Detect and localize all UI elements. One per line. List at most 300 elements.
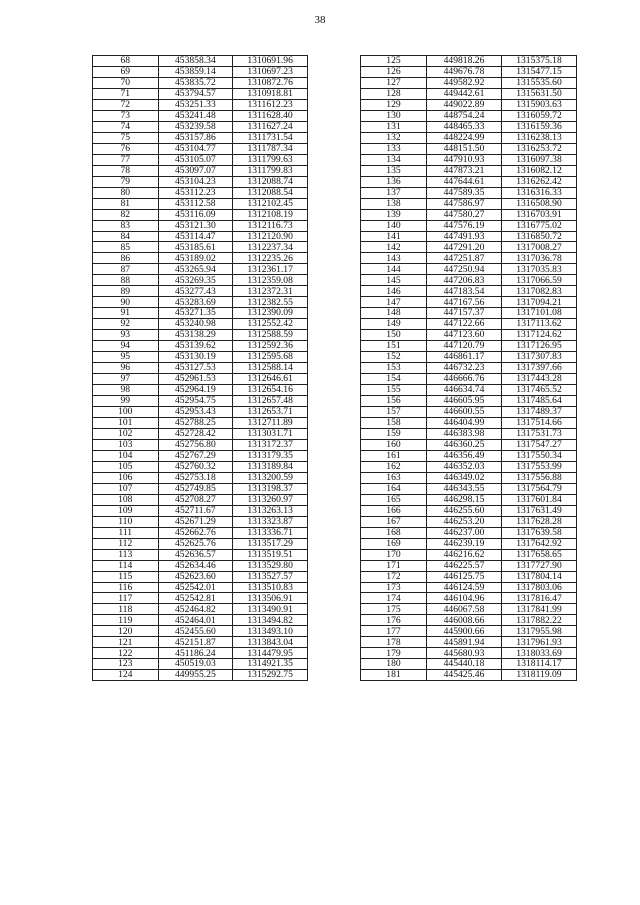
y-coordinate-cell: 1316097.38 bbox=[502, 154, 577, 165]
point-number-cell: 166 bbox=[361, 505, 427, 516]
x-coordinate-cell: 446008.66 bbox=[427, 615, 502, 626]
table-row bbox=[93, 374, 308, 385]
y-coordinate-cell: 1317882.22 bbox=[502, 615, 577, 626]
y-coordinate-cell: 1317841.99 bbox=[502, 604, 577, 615]
x-coordinate-cell: 448151.50 bbox=[427, 143, 502, 154]
point-number-cell: 176 bbox=[361, 615, 427, 626]
y-coordinate-cell: 1315292.75 bbox=[233, 670, 308, 681]
table-row bbox=[93, 88, 308, 99]
y-coordinate-cell: 1315375.18 bbox=[502, 56, 577, 67]
table-row bbox=[361, 615, 577, 626]
point-number-cell: 107 bbox=[93, 483, 159, 494]
x-coordinate-cell: 447122.66 bbox=[427, 319, 502, 330]
x-coordinate-cell: 446239.19 bbox=[427, 538, 502, 549]
table-row bbox=[93, 626, 308, 637]
point-number-cell: 110 bbox=[93, 516, 159, 527]
point-number-cell: 96 bbox=[93, 363, 159, 374]
table-row bbox=[93, 505, 308, 516]
x-coordinate-cell: 447580.27 bbox=[427, 209, 502, 220]
y-coordinate-cell: 1316775.02 bbox=[502, 220, 577, 231]
y-coordinate-cell: 1313200.59 bbox=[233, 472, 308, 483]
table-row bbox=[93, 363, 308, 374]
point-number-cell: 158 bbox=[361, 417, 427, 428]
point-number-cell: 104 bbox=[93, 450, 159, 461]
x-coordinate-cell: 447491.93 bbox=[427, 231, 502, 242]
point-number-cell: 97 bbox=[93, 374, 159, 385]
y-coordinate-cell: 1313527.57 bbox=[233, 571, 308, 582]
y-coordinate-cell: 1315477.15 bbox=[502, 66, 577, 77]
table-row bbox=[361, 319, 577, 330]
table-row bbox=[93, 66, 308, 77]
table-row bbox=[93, 187, 308, 198]
x-coordinate-cell: 452625.76 bbox=[158, 538, 233, 549]
table-row bbox=[361, 527, 577, 538]
y-coordinate-cell: 1312102.45 bbox=[233, 198, 308, 209]
x-coordinate-cell: 446343.55 bbox=[427, 483, 502, 494]
y-coordinate-cell: 1313323.87 bbox=[233, 516, 308, 527]
x-coordinate-cell: 447251.87 bbox=[427, 253, 502, 264]
point-number-cell: 164 bbox=[361, 483, 427, 494]
table-row bbox=[361, 516, 577, 527]
x-coordinate-cell: 446600.55 bbox=[427, 407, 502, 418]
point-number-cell: 174 bbox=[361, 593, 427, 604]
point-number-cell: 90 bbox=[93, 297, 159, 308]
point-number-cell: 116 bbox=[93, 582, 159, 593]
table-row bbox=[361, 66, 577, 77]
y-coordinate-cell: 1317564.79 bbox=[502, 483, 577, 494]
x-coordinate-cell: 452455.60 bbox=[158, 626, 233, 637]
point-number-cell: 169 bbox=[361, 538, 427, 549]
table-row bbox=[361, 231, 577, 242]
y-coordinate-cell: 1312116.73 bbox=[233, 220, 308, 231]
table-row bbox=[93, 352, 308, 363]
y-coordinate-cell: 1317804.14 bbox=[502, 571, 577, 582]
point-number-cell: 155 bbox=[361, 385, 427, 396]
y-coordinate-cell: 1317489.37 bbox=[502, 407, 577, 418]
point-number-cell: 148 bbox=[361, 308, 427, 319]
y-coordinate-cell: 1317553.99 bbox=[502, 461, 577, 472]
y-coordinate-cell: 1318114.17 bbox=[502, 659, 577, 670]
point-number-cell: 109 bbox=[93, 505, 159, 516]
x-coordinate-cell: 448465.33 bbox=[427, 121, 502, 132]
x-coordinate-cell: 449582.92 bbox=[427, 77, 502, 88]
x-coordinate-cell: 453112.23 bbox=[158, 187, 233, 198]
table-row bbox=[93, 99, 308, 110]
table-row bbox=[361, 198, 577, 209]
y-coordinate-cell: 1312653.71 bbox=[233, 407, 308, 418]
table-row bbox=[93, 560, 308, 571]
x-coordinate-cell: 447157.37 bbox=[427, 308, 502, 319]
point-number-cell: 79 bbox=[93, 176, 159, 187]
y-coordinate-cell: 1317066.59 bbox=[502, 275, 577, 286]
y-coordinate-cell: 1317961.93 bbox=[502, 637, 577, 648]
table-row bbox=[93, 198, 308, 209]
table-row bbox=[93, 319, 308, 330]
x-coordinate-cell: 453239.58 bbox=[158, 121, 233, 132]
table-row bbox=[93, 165, 308, 176]
x-coordinate-cell: 453121.30 bbox=[158, 220, 233, 231]
table-row bbox=[361, 154, 577, 165]
point-number-cell: 117 bbox=[93, 593, 159, 604]
table-row bbox=[93, 571, 308, 582]
x-coordinate-cell: 452728.42 bbox=[158, 428, 233, 439]
table-row bbox=[361, 297, 577, 308]
y-coordinate-cell: 1310872.76 bbox=[233, 77, 308, 88]
x-coordinate-cell: 452708.27 bbox=[158, 494, 233, 505]
table-row bbox=[93, 220, 308, 231]
y-coordinate-cell: 1312588.14 bbox=[233, 363, 308, 374]
y-coordinate-cell: 1310697.23 bbox=[233, 66, 308, 77]
y-coordinate-cell: 1312108.19 bbox=[233, 209, 308, 220]
point-number-cell: 95 bbox=[93, 352, 159, 363]
point-number-cell: 98 bbox=[93, 385, 159, 396]
table-row bbox=[93, 396, 308, 407]
point-number-cell: 167 bbox=[361, 516, 427, 527]
table-row bbox=[93, 275, 308, 286]
point-number-cell: 86 bbox=[93, 253, 159, 264]
y-coordinate-cell: 1317642.92 bbox=[502, 538, 577, 549]
x-coordinate-cell: 452662.76 bbox=[158, 527, 233, 538]
x-coordinate-cell: 447589.35 bbox=[427, 187, 502, 198]
point-number-cell: 145 bbox=[361, 275, 427, 286]
y-coordinate-cell: 1317485.64 bbox=[502, 396, 577, 407]
table-row bbox=[361, 637, 577, 648]
table-row bbox=[93, 231, 308, 242]
y-coordinate-cell: 1317126.95 bbox=[502, 341, 577, 352]
point-number-cell: 165 bbox=[361, 494, 427, 505]
y-coordinate-cell: 1315535.60 bbox=[502, 77, 577, 88]
table-row bbox=[93, 143, 308, 154]
y-coordinate-cell: 1317082.83 bbox=[502, 286, 577, 297]
x-coordinate-cell: 453127.53 bbox=[158, 363, 233, 374]
point-number-cell: 118 bbox=[93, 604, 159, 615]
x-coordinate-cell: 445891.94 bbox=[427, 637, 502, 648]
table-row bbox=[361, 407, 577, 418]
point-number-cell: 149 bbox=[361, 319, 427, 330]
table-row bbox=[361, 264, 577, 275]
point-number-cell: 172 bbox=[361, 571, 427, 582]
table-row bbox=[93, 538, 308, 549]
x-coordinate-cell: 453105.07 bbox=[158, 154, 233, 165]
table-row bbox=[361, 242, 577, 253]
point-number-cell: 157 bbox=[361, 407, 427, 418]
table-row bbox=[93, 417, 308, 428]
table-row bbox=[93, 472, 308, 483]
point-number-cell: 146 bbox=[361, 286, 427, 297]
table-row bbox=[93, 615, 308, 626]
x-coordinate-cell: 453241.48 bbox=[158, 110, 233, 121]
x-coordinate-cell: 452760.32 bbox=[158, 461, 233, 472]
y-coordinate-cell: 1316508.90 bbox=[502, 198, 577, 209]
table-row bbox=[361, 396, 577, 407]
x-coordinate-cell: 446104.96 bbox=[427, 593, 502, 604]
table-row bbox=[361, 352, 577, 363]
table-row bbox=[93, 330, 308, 341]
y-coordinate-cell: 1316253.72 bbox=[502, 143, 577, 154]
table-row bbox=[361, 659, 577, 670]
x-coordinate-cell: 453112.58 bbox=[158, 198, 233, 209]
x-coordinate-cell: 450519.03 bbox=[158, 659, 233, 670]
table-row bbox=[361, 593, 577, 604]
table-row bbox=[93, 648, 308, 659]
point-number-cell: 127 bbox=[361, 77, 427, 88]
x-coordinate-cell: 446125.75 bbox=[427, 571, 502, 582]
x-coordinate-cell: 446383.98 bbox=[427, 428, 502, 439]
point-number-cell: 111 bbox=[93, 527, 159, 538]
point-number-cell: 156 bbox=[361, 396, 427, 407]
y-coordinate-cell: 1312359.08 bbox=[233, 275, 308, 286]
point-number-cell: 160 bbox=[361, 439, 427, 450]
y-coordinate-cell: 1312120.90 bbox=[233, 231, 308, 242]
point-number-cell: 68 bbox=[93, 56, 159, 67]
y-coordinate-cell: 1317124.62 bbox=[502, 330, 577, 341]
y-coordinate-cell: 1317550.34 bbox=[502, 450, 577, 461]
y-coordinate-cell: 1312235.26 bbox=[233, 253, 308, 264]
table-row bbox=[361, 549, 577, 560]
table-row bbox=[361, 428, 577, 439]
y-coordinate-cell: 1317307.83 bbox=[502, 352, 577, 363]
x-coordinate-cell: 453138.29 bbox=[158, 330, 233, 341]
table-row bbox=[93, 450, 308, 461]
table-row bbox=[361, 494, 577, 505]
x-coordinate-cell: 452749.85 bbox=[158, 483, 233, 494]
point-number-cell: 72 bbox=[93, 99, 159, 110]
point-number-cell: 103 bbox=[93, 439, 159, 450]
table-row bbox=[361, 187, 577, 198]
table-row bbox=[93, 516, 308, 527]
y-coordinate-cell: 1317955.98 bbox=[502, 626, 577, 637]
point-number-cell: 147 bbox=[361, 297, 427, 308]
point-number-cell: 130 bbox=[361, 110, 427, 121]
y-coordinate-cell: 1313494.82 bbox=[233, 615, 308, 626]
table-row bbox=[361, 560, 577, 571]
table-row bbox=[93, 527, 308, 538]
point-number-cell: 144 bbox=[361, 264, 427, 275]
table-row bbox=[361, 648, 577, 659]
x-coordinate-cell: 446666.76 bbox=[427, 374, 502, 385]
table-row bbox=[361, 308, 577, 319]
point-number-cell: 126 bbox=[361, 66, 427, 77]
y-coordinate-cell: 1312372.31 bbox=[233, 286, 308, 297]
table-row bbox=[361, 77, 577, 88]
table-row bbox=[93, 407, 308, 418]
y-coordinate-cell: 1317036.78 bbox=[502, 253, 577, 264]
y-coordinate-cell: 1312088.74 bbox=[233, 176, 308, 187]
point-number-cell: 69 bbox=[93, 66, 159, 77]
point-number-cell: 115 bbox=[93, 571, 159, 582]
y-coordinate-cell: 1317397.66 bbox=[502, 363, 577, 374]
x-coordinate-cell: 453116.09 bbox=[158, 209, 233, 220]
y-coordinate-cell: 1313263.13 bbox=[233, 505, 308, 516]
point-number-cell: 171 bbox=[361, 560, 427, 571]
coordinates-table-right bbox=[360, 55, 577, 681]
y-coordinate-cell: 1317531.73 bbox=[502, 428, 577, 439]
table-row bbox=[361, 165, 577, 176]
x-coordinate-cell: 447120.79 bbox=[427, 341, 502, 352]
x-coordinate-cell: 453097.07 bbox=[158, 165, 233, 176]
x-coordinate-cell: 445900.66 bbox=[427, 626, 502, 637]
y-coordinate-cell: 1312382.55 bbox=[233, 297, 308, 308]
y-coordinate-cell: 1316082.12 bbox=[502, 165, 577, 176]
point-number-cell: 83 bbox=[93, 220, 159, 231]
table-row bbox=[93, 439, 308, 450]
table-row bbox=[361, 209, 577, 220]
x-coordinate-cell: 446237.00 bbox=[427, 527, 502, 538]
table-row bbox=[93, 483, 308, 494]
y-coordinate-cell: 1313172.37 bbox=[233, 439, 308, 450]
x-coordinate-cell: 446067.58 bbox=[427, 604, 502, 615]
y-coordinate-cell: 1312711.89 bbox=[233, 417, 308, 428]
x-coordinate-cell: 447206.83 bbox=[427, 275, 502, 286]
x-coordinate-cell: 452767.29 bbox=[158, 450, 233, 461]
table-row bbox=[93, 494, 308, 505]
x-coordinate-cell: 447586.97 bbox=[427, 198, 502, 209]
x-coordinate-cell: 446225.57 bbox=[427, 560, 502, 571]
x-coordinate-cell: 453130.19 bbox=[158, 352, 233, 363]
y-coordinate-cell: 1315631.50 bbox=[502, 88, 577, 99]
point-number-cell: 163 bbox=[361, 472, 427, 483]
table-row bbox=[93, 77, 308, 88]
y-coordinate-cell: 1317658.65 bbox=[502, 549, 577, 560]
x-coordinate-cell: 451186.24 bbox=[158, 648, 233, 659]
table-row bbox=[93, 428, 308, 439]
x-coordinate-cell: 449955.25 bbox=[158, 670, 233, 681]
point-number-cell: 137 bbox=[361, 187, 427, 198]
x-coordinate-cell: 453271.35 bbox=[158, 308, 233, 319]
table-row bbox=[361, 483, 577, 494]
x-coordinate-cell: 452961.53 bbox=[158, 374, 233, 385]
x-coordinate-cell: 453139.62 bbox=[158, 341, 233, 352]
table-row bbox=[361, 363, 577, 374]
x-coordinate-cell: 446404.99 bbox=[427, 417, 502, 428]
x-coordinate-cell: 447167.56 bbox=[427, 297, 502, 308]
x-coordinate-cell: 448754.24 bbox=[427, 110, 502, 121]
point-number-cell: 99 bbox=[93, 396, 159, 407]
table-row bbox=[361, 385, 577, 396]
point-number-cell: 80 bbox=[93, 187, 159, 198]
table-row bbox=[93, 110, 308, 121]
table-row bbox=[93, 659, 308, 670]
point-number-cell: 113 bbox=[93, 549, 159, 560]
table-row bbox=[361, 604, 577, 615]
x-coordinate-cell: 447644.61 bbox=[427, 176, 502, 187]
point-number-cell: 132 bbox=[361, 132, 427, 143]
point-number-cell: 141 bbox=[361, 231, 427, 242]
table-row bbox=[361, 571, 577, 582]
y-coordinate-cell: 1317556.88 bbox=[502, 472, 577, 483]
x-coordinate-cell: 453240.98 bbox=[158, 319, 233, 330]
point-number-cell: 133 bbox=[361, 143, 427, 154]
x-coordinate-cell: 449022.89 bbox=[427, 99, 502, 110]
point-number-cell: 128 bbox=[361, 88, 427, 99]
x-coordinate-cell: 445425.46 bbox=[427, 670, 502, 681]
point-number-cell: 152 bbox=[361, 352, 427, 363]
table-row bbox=[361, 582, 577, 593]
table-row bbox=[361, 505, 577, 516]
table-row bbox=[93, 549, 308, 560]
y-coordinate-cell: 1317803.06 bbox=[502, 582, 577, 593]
table-row bbox=[361, 220, 577, 231]
table-row bbox=[93, 582, 308, 593]
table-row bbox=[361, 439, 577, 450]
table-row bbox=[361, 88, 577, 99]
point-number-cell: 162 bbox=[361, 461, 427, 472]
point-number-cell: 84 bbox=[93, 231, 159, 242]
y-coordinate-cell: 1317101.08 bbox=[502, 308, 577, 319]
y-coordinate-cell: 1317628.28 bbox=[502, 516, 577, 527]
table-row bbox=[361, 275, 577, 286]
table-row bbox=[361, 670, 577, 681]
page-number: 38 bbox=[314, 14, 326, 26]
point-number-cell: 91 bbox=[93, 308, 159, 319]
point-number-cell: 181 bbox=[361, 670, 427, 681]
y-coordinate-cell: 1313529.80 bbox=[233, 560, 308, 571]
y-coordinate-cell: 1311787.34 bbox=[233, 143, 308, 154]
y-coordinate-cell: 1317008.27 bbox=[502, 242, 577, 253]
y-coordinate-cell: 1313843.04 bbox=[233, 637, 308, 648]
y-coordinate-cell: 1311799.83 bbox=[233, 165, 308, 176]
y-coordinate-cell: 1312088.54 bbox=[233, 187, 308, 198]
y-coordinate-cell: 1313260.97 bbox=[233, 494, 308, 505]
x-coordinate-cell: 453859.14 bbox=[158, 66, 233, 77]
x-coordinate-cell: 452542.81 bbox=[158, 593, 233, 604]
x-coordinate-cell: 452634.46 bbox=[158, 560, 233, 571]
y-coordinate-cell: 1316059.72 bbox=[502, 110, 577, 121]
y-coordinate-cell: 1312595.68 bbox=[233, 352, 308, 363]
point-number-cell: 105 bbox=[93, 461, 159, 472]
x-coordinate-cell: 449818.26 bbox=[427, 56, 502, 67]
table-row bbox=[93, 341, 308, 352]
y-coordinate-cell: 1310691.96 bbox=[233, 56, 308, 67]
y-coordinate-cell: 1318119.09 bbox=[502, 670, 577, 681]
x-coordinate-cell: 446732.23 bbox=[427, 363, 502, 374]
x-coordinate-cell: 452464.82 bbox=[158, 604, 233, 615]
y-coordinate-cell: 1317465.52 bbox=[502, 385, 577, 396]
point-number-cell: 123 bbox=[93, 659, 159, 670]
x-coordinate-cell: 452542.01 bbox=[158, 582, 233, 593]
table-row bbox=[93, 209, 308, 220]
table-row bbox=[93, 132, 308, 143]
x-coordinate-cell: 446216.62 bbox=[427, 549, 502, 560]
point-number-cell: 142 bbox=[361, 242, 427, 253]
y-coordinate-cell: 1317631.49 bbox=[502, 505, 577, 516]
y-coordinate-cell: 1318033.69 bbox=[502, 648, 577, 659]
x-coordinate-cell: 446634.74 bbox=[427, 385, 502, 396]
point-number-cell: 151 bbox=[361, 341, 427, 352]
x-coordinate-cell: 446360.25 bbox=[427, 439, 502, 450]
y-coordinate-cell: 1317514.66 bbox=[502, 417, 577, 428]
x-coordinate-cell: 449676.78 bbox=[427, 66, 502, 77]
y-coordinate-cell: 1313493.10 bbox=[233, 626, 308, 637]
y-coordinate-cell: 1312390.09 bbox=[233, 308, 308, 319]
point-number-cell: 168 bbox=[361, 527, 427, 538]
point-number-cell: 180 bbox=[361, 659, 427, 670]
x-coordinate-cell: 446124.59 bbox=[427, 582, 502, 593]
x-coordinate-cell: 446352.03 bbox=[427, 461, 502, 472]
x-coordinate-cell: 446298.15 bbox=[427, 494, 502, 505]
table-row bbox=[361, 253, 577, 264]
point-number-cell: 120 bbox=[93, 626, 159, 637]
y-coordinate-cell: 1313031.71 bbox=[233, 428, 308, 439]
x-coordinate-cell: 453269.35 bbox=[158, 275, 233, 286]
point-number-cell: 139 bbox=[361, 209, 427, 220]
y-coordinate-cell: 1313490.91 bbox=[233, 604, 308, 615]
point-number-cell: 76 bbox=[93, 143, 159, 154]
table-row bbox=[93, 297, 308, 308]
y-coordinate-cell: 1311731.54 bbox=[233, 132, 308, 143]
point-number-cell: 122 bbox=[93, 648, 159, 659]
x-coordinate-cell: 446356.49 bbox=[427, 450, 502, 461]
